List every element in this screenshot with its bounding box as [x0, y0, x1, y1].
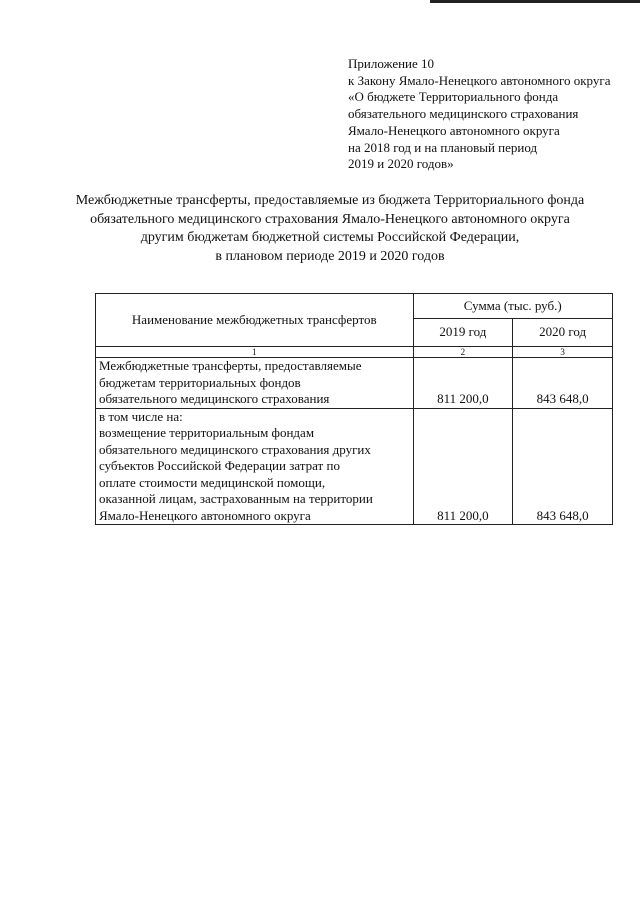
row-name-line: оказанной лицам, застрахованным на территории — [99, 491, 373, 506]
column-number-row — [96, 347, 613, 358]
top-edge-line — [430, 0, 640, 3]
column-number: 3 — [513, 347, 613, 358]
appendix-line: обязательного медицинского страхования — [348, 106, 579, 122]
header-year-2019: 2019 год — [413, 319, 513, 347]
value-2019: 811 200,0 — [413, 408, 513, 525]
row-name-cell — [96, 408, 414, 525]
row-name-line: Межбюджетные трансферты, предоставляемые — [99, 358, 362, 373]
transfers-table — [95, 293, 613, 525]
appendix-line: на 2018 год и на плановый период — [348, 139, 538, 155]
row-name-line: в том числе на: — [99, 408, 183, 424]
title-line: обязательного медицинского страхования Ямало-Ненецкого автономного округа — [90, 211, 570, 227]
appendix-line: «О бюджете Территориального фонда — [348, 89, 559, 105]
row-name-line: возмещение территориальным фондам — [99, 425, 315, 440]
value-2019: 811 200,0 — [413, 358, 513, 409]
row-name-cell — [96, 358, 414, 409]
column-number: 2 — [413, 347, 513, 358]
appendix-line: 2019 и 2020 годов» — [348, 156, 454, 172]
appendix-line: Ямало-Ненецкого автономного округа — [348, 122, 560, 138]
header-year-2020: 2020 год — [513, 319, 613, 347]
row-name-line: обязательного медицинского страхования — [99, 391, 330, 406]
row-name-line: бюджетам территориальных фондов — [99, 374, 301, 390]
document-title — [60, 192, 600, 266]
title-line: в плановом периоде 2019 и 2020 годов — [215, 248, 445, 264]
table-row — [96, 408, 613, 525]
title-line: другим бюджетам бюджетной системы Российской Федерации, — [140, 230, 520, 245]
column-number: 1 — [96, 347, 414, 358]
appendix-line: к Закону Ямало-Ненецкого автономного округа — [348, 72, 611, 88]
value-2020: 843 648,0 — [513, 408, 613, 525]
appendix-line: Приложение 10 — [348, 56, 435, 71]
row-name-line: Ямало-Ненецкого автономного округа — [99, 507, 311, 523]
header-sum-column: Сумма (тыс. руб.) — [413, 294, 612, 319]
row-name-line: субъектов Российской Федерации затрат по — [99, 458, 340, 473]
value-2020: 843 648,0 — [513, 358, 613, 409]
header-name-column: Наименование межбюджетных трансфертов — [96, 294, 414, 347]
appendix-header — [348, 56, 628, 173]
title-line: Межбюджетные трансферты, предоставляемые из бюджета Территориального фонда — [75, 193, 585, 208]
table-row — [96, 358, 613, 409]
row-name-line: оплате стоимости медицинской помощи, — [99, 474, 326, 490]
row-name-line: обязательного медицинского страхования других — [99, 441, 371, 457]
